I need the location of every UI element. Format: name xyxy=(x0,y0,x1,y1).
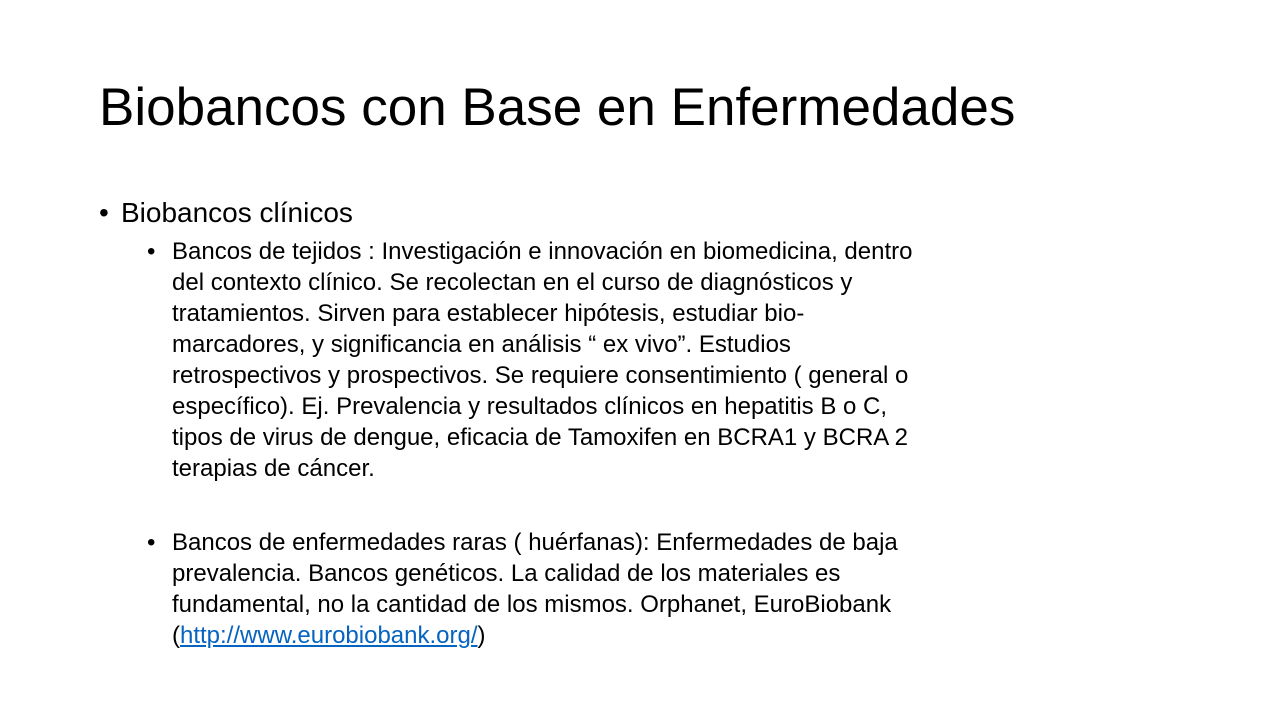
text-line: fundamental, no la cantidad de los mismos. Orphanet, EuroBiobank xyxy=(172,591,892,618)
bullet-text: Biobancos clínicos xyxy=(121,197,353,228)
slide-title: Biobancos con Base en Enfermedades xyxy=(99,78,1016,137)
text-line: prevalencia. Bancos genéticos. La calidad de los materiales es xyxy=(172,560,841,587)
text-line: retrospectivos y prospectivos. Se requiere consentimiento ( general o xyxy=(172,362,909,389)
text-line: terapias de cáncer. xyxy=(172,455,375,482)
bullet-dot: • xyxy=(99,197,109,228)
sub-bullet-text xyxy=(172,236,1187,484)
bullet-dot: • xyxy=(147,529,156,556)
bullet-biobancos-clinicos xyxy=(99,193,353,233)
sub-bullet-text xyxy=(172,527,1187,651)
text-line: del contexto clínico. Se recolectan en el curso de diagnósticos y xyxy=(172,269,853,296)
text-line: marcadores, y significancia en análisis “ ex vivo”. Estudios xyxy=(172,331,791,358)
paren-close: ) xyxy=(477,622,486,649)
text-line xyxy=(172,620,1187,651)
bullet-dot: • xyxy=(147,238,156,265)
text-line: tipos de virus de dengue, eficacia de Tamoxifen en BCRA1 y BCRA 2 xyxy=(172,424,908,451)
text-line: Bancos de enfermedades raras ( huérfanas): Enfermedades de baja xyxy=(172,529,898,556)
text-line: Bancos de tejidos : Investigación e innovación en biomedicina, dentro xyxy=(172,238,913,265)
sub-bullet-bancos-enfermedades-raras xyxy=(147,527,1187,651)
sub-bullet-bancos-de-tejidos xyxy=(147,236,1187,484)
text-line: específico). Ej. Prevalencia y resultados clínicos en hepatitis B o C, xyxy=(172,393,888,420)
text-line: tratamientos. Sirven para establecer hipótesis, estudiar bio- xyxy=(172,300,805,327)
paren-open: ( xyxy=(172,622,180,649)
eurobiobank-link[interactable]: http://www.eurobiobank.org/ xyxy=(180,622,478,649)
